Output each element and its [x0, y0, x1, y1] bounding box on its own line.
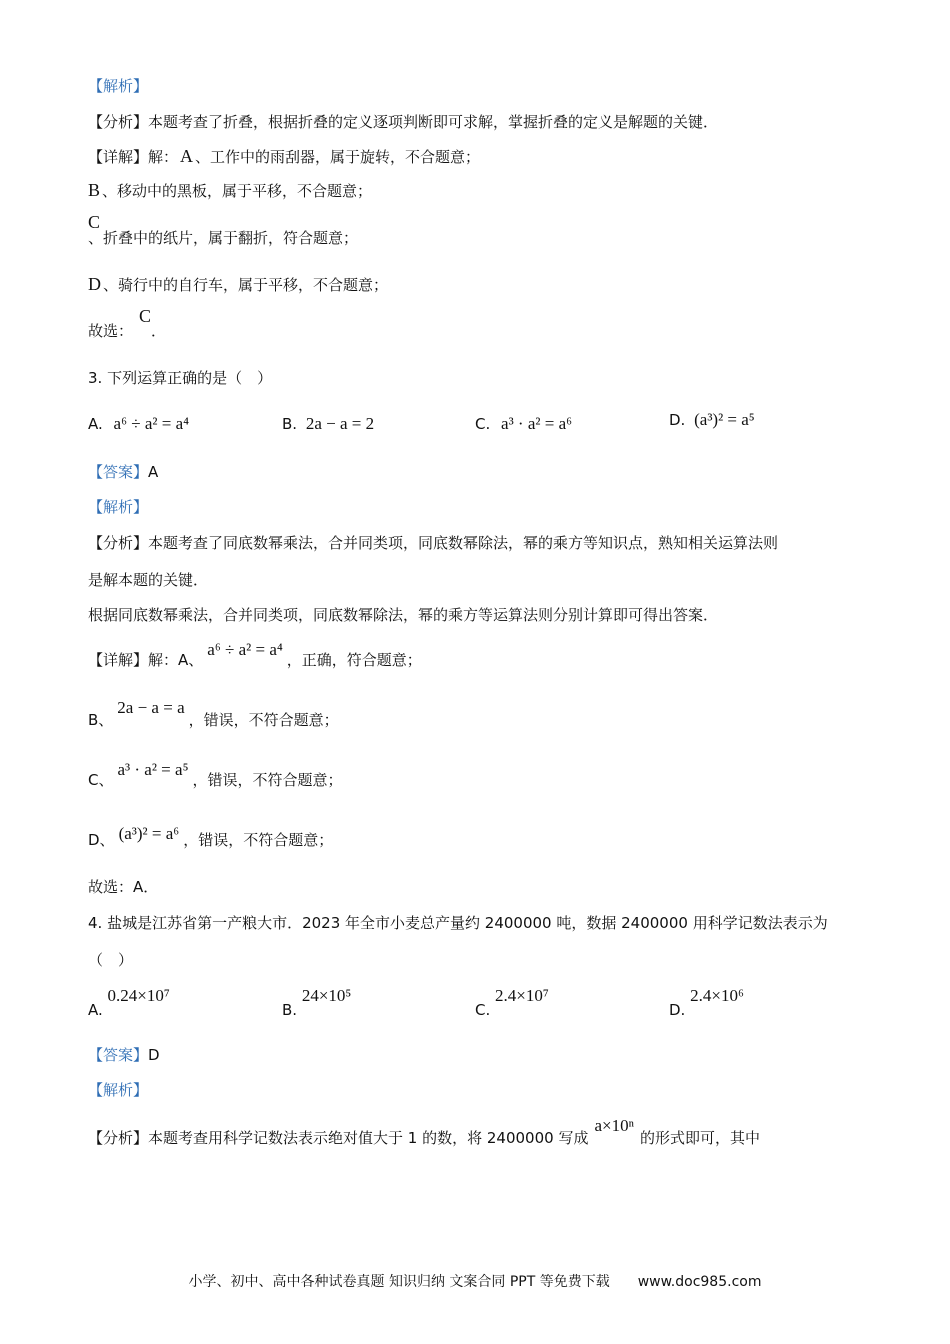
q3-detail-d-suffix: ，错误，不符合题意；	[183, 831, 334, 849]
q4-answer: D	[148, 1046, 160, 1064]
q4-answer-line	[88, 1045, 160, 1065]
q3-detail-d-math: (a³)² = a⁶	[118, 824, 180, 843]
q3-detail-b-prefix: B、	[88, 711, 114, 729]
q4-option-d-math: 2.4×10⁶	[690, 986, 744, 1005]
q3-analysis-tag: 【分析】	[88, 534, 149, 552]
q3-detail-a-prefix: 解：A、	[148, 651, 204, 669]
q4-option-d-label: D.	[669, 1001, 686, 1019]
q3-option-d	[669, 410, 755, 430]
q3-conclusion: 故选：A．	[88, 878, 159, 896]
q3-option-d-label: D.	[669, 411, 686, 429]
q3-option-b-math: 2a − a = 2	[305, 414, 375, 433]
q4-option-b-label: B.	[282, 1001, 298, 1019]
analysis-text: 本题考查了折叠，根据折叠的定义逐项判断即可求解，掌握折叠的定义是解题的关键．	[148, 113, 719, 131]
conclusion-period: ．	[151, 322, 167, 340]
q3-jiexi-heading: 【解析】	[88, 498, 149, 516]
q3-answer: A	[148, 463, 159, 481]
q3-option-d-math: (a³)² = a⁵	[694, 410, 755, 429]
q4-analysis-tail: 的形式即可，其中	[639, 1129, 760, 1147]
q3-option-c	[475, 414, 572, 434]
q3-detail-b	[88, 698, 339, 730]
q4-option-c-label: C.	[475, 1001, 491, 1019]
analysis-line	[88, 112, 718, 132]
detail-line-d	[88, 274, 388, 295]
q4-option-a-label: A.	[88, 1001, 103, 1019]
option-text-d: 、骑行中的自行车，属于平移，不合题意；	[103, 276, 389, 294]
q4-jiexi-heading: 【解析】	[88, 1081, 149, 1099]
q4-analysis-math: a×10ⁿ	[594, 1116, 634, 1135]
option-letter-d: D	[88, 274, 101, 294]
q3-detail-c-suffix: ，错误，不符合题意；	[192, 771, 343, 789]
q4-option-d	[669, 986, 744, 1019]
q3-detail-d	[88, 824, 334, 850]
q3-option-a-label: A.	[88, 415, 103, 433]
q3-answer-line	[88, 462, 158, 482]
q3-detail-c-math: a³ · a² = a⁵	[117, 760, 189, 779]
page-footer: 小学、初中、高中各种试卷真题 知识归纳 文案合同 PPT 等免费下载 www.doc985.com	[188, 1274, 762, 1290]
q4-stem-line2: （ ）	[88, 951, 134, 969]
q3-detail-b-suffix: ，错误，不符合题意；	[188, 711, 339, 729]
q3-option-c-math: a³ · a² = a⁶	[501, 414, 573, 433]
jiexi-heading: 【解析】	[88, 77, 149, 95]
q3-detail-a	[88, 640, 422, 670]
option-text-a: 、工作中的雨刮器，属于旋转，不合题意；	[195, 148, 481, 166]
q4-analysis-line	[88, 1116, 864, 1148]
detail-line-c	[88, 228, 358, 248]
q3-option-a-math: a⁶ ÷ a² = a⁴	[113, 414, 190, 433]
detail-tag: 【详解】	[88, 148, 149, 166]
conclusion-answer: C	[139, 306, 152, 326]
q3-detail-d-prefix: D、	[88, 831, 115, 849]
conclusion-label: 故选：	[88, 322, 134, 340]
q4-option-a-math: 0.24×10⁷	[107, 986, 170, 1005]
q4-option-c	[475, 986, 549, 1019]
detail-lead: 解：	[148, 148, 179, 166]
q3-detail-tag: 【详解】	[88, 651, 149, 669]
q4-analysis-text: 本题考查用科学记数法表示绝对值大于 1 的数，将 2400000 写成	[148, 1129, 589, 1147]
q3-option-a	[88, 414, 189, 434]
q3-option-c-label: C.	[475, 415, 491, 433]
option-text-b: 、移动中的黑板，属于平移，不合题意；	[102, 182, 373, 200]
q3-stem: 3. 下列运算正确的是（ ）	[88, 369, 273, 387]
q4-answer-tag: 【答案】	[88, 1046, 149, 1064]
option-text-c: 、折叠中的纸片，属于翻折，符合题意；	[88, 229, 359, 247]
conclusion-line	[88, 306, 167, 341]
q3-detail-c	[88, 760, 343, 790]
q3-detail-c-prefix: C、	[88, 771, 114, 789]
q3-option-b-label: B.	[282, 415, 298, 433]
q3-option-b	[282, 414, 374, 434]
option-letter-c: C	[88, 212, 101, 232]
q4-analysis-tag: 【分析】	[88, 1129, 149, 1147]
analysis-tag: 【分析】	[88, 113, 149, 131]
q3-detail-a-math: a⁶ ÷ a² = a⁴	[207, 640, 283, 659]
q4-option-c-math: 2.4×10⁷	[495, 986, 549, 1005]
q3-analysis-line2: 是解本题的关键．	[88, 571, 209, 589]
q3-analysis-text1: 本题考查了同底数幂乘法，合并同类项，同底数幂除法，幂的乘方等知识点，熟知相关运算法则	[148, 534, 779, 552]
q4-option-b	[282, 986, 352, 1019]
option-letter-b: B	[88, 180, 101, 200]
detail-line-b	[88, 180, 372, 201]
option-letter-a: A	[180, 146, 194, 166]
q4-option-a	[88, 986, 170, 1019]
q3-detail-a-suffix: ，正确，符合题意；	[286, 651, 422, 669]
q3-analysis-line3: 根据同底数幂乘法，合并同类项，同底数幂除法，幂的乘方等运算法则分别计算即可得出答案．	[88, 606, 719, 624]
q4-option-b-math: 24×10⁵	[301, 986, 352, 1005]
q3-analysis-line1	[88, 533, 778, 553]
detail-line-a	[88, 146, 480, 167]
q3-detail-b-math: 2a − a = a	[117, 698, 185, 717]
q4-stem-line1: 4. 盐城是江苏省第一产粮大市．2023 年全市小麦总产量约 2400000 吨，数据 2400000 用科学记数法表示为	[88, 914, 828, 932]
q3-answer-tag: 【答案】	[88, 463, 149, 481]
